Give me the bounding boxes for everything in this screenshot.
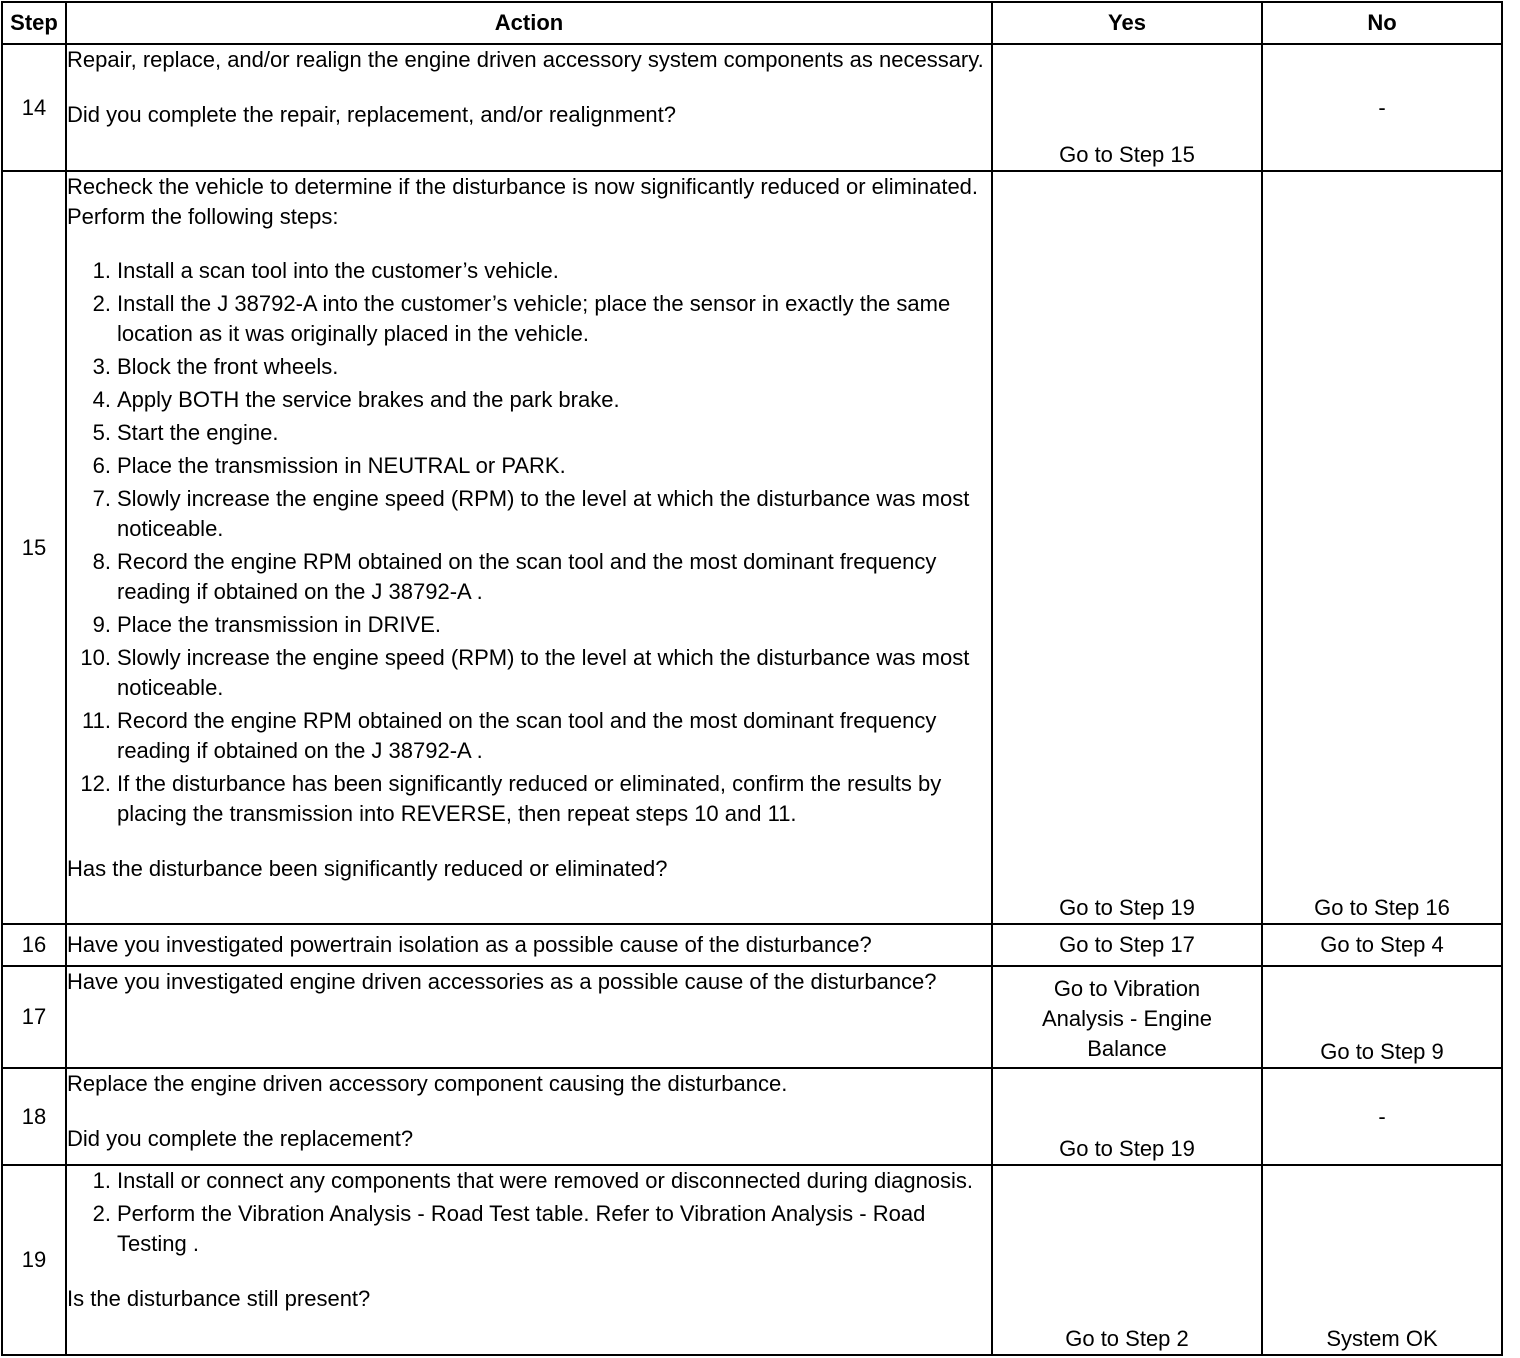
list-item-text: Apply BOTH the service brakes and the park brake. [117, 387, 620, 412]
step-number: 14 [2, 44, 66, 171]
list-item-number: 12. [80, 771, 111, 796]
list-item [67, 1166, 991, 1196]
list-item [67, 289, 991, 349]
list-item-number: 5. [92, 420, 111, 445]
list-item-text: Block the front wheels. [117, 354, 339, 379]
list-item-text: Place the transmission in DRIVE. [117, 612, 442, 637]
list-item [67, 769, 991, 829]
list-item-text: Install a scan tool into the customer’s vehicle. [117, 258, 559, 283]
list-item-text: Record the engine RPM obtained on the scan tool and the most dominant frequency reading if obtained on the J 38792-A . [117, 549, 937, 604]
yes-cell: Go to Step 19 [992, 1068, 1262, 1165]
no-cell: Go to Step 16 [1262, 171, 1502, 924]
action-cell [66, 171, 992, 924]
no-cell: System OK [1262, 1165, 1502, 1355]
list-item [67, 352, 991, 382]
step-number: 15 [2, 171, 66, 924]
list-item-text: Install the J 38792-A into the customer’s vehicle; place the sensor in exactly the same location as it was originally placed in the vehicle. [117, 291, 951, 346]
header-yes: Yes [992, 2, 1262, 44]
list-item-text: Record the engine RPM obtained on the scan tool and the most dominant frequency reading if obtained on the J 38792-A . [117, 708, 937, 763]
list-item [67, 706, 991, 766]
list-item [67, 418, 991, 448]
list-item-number: 7. [92, 486, 111, 511]
action-text: Repair, replace, and/or realign the engine driven accessory system components as necessary. [67, 47, 984, 72]
table-row [2, 924, 1502, 966]
list-item-text: Perform the Vibration Analysis - Road Test table. Refer to Vibration Analysis - Road Testing . [117, 1201, 926, 1256]
list-item-text: Install or connect any components that were removed or disconnected during diagnosis. [117, 1168, 974, 1193]
action-text: Have you investigated powertrain isolation as a possible cause of the disturbance? [66, 924, 992, 966]
procedure-list [67, 1166, 991, 1259]
header-action: Action [66, 2, 992, 44]
action-text: Recheck the vehicle to determine if the disturbance is now significantly reduced or eliminated. Perform the following steps: [67, 174, 979, 229]
yes-cell: Go to Step 17 [992, 924, 1262, 966]
step-number: 16 [2, 924, 66, 966]
list-item [67, 643, 991, 703]
table-row [2, 1068, 1502, 1165]
table-row [2, 44, 1502, 171]
list-item-text: Slowly increase the engine speed (RPM) to the level at which the disturbance was most noticeable. [117, 645, 970, 700]
list-item [67, 1199, 991, 1259]
no-cell: Go to Step 4 [1262, 924, 1502, 966]
list-item [67, 610, 991, 640]
yes-cell: Go to Vibration Analysis - Engine Balance [992, 966, 1262, 1068]
header-no: No [1262, 2, 1502, 44]
list-item [67, 484, 991, 544]
action-question: Has the disturbance been significantly reduced or eliminated? [67, 856, 668, 881]
header-step: Step [2, 2, 66, 44]
list-item-number: 2. [92, 291, 111, 316]
list-item-number: 2. [92, 1201, 111, 1226]
list-item-text: Place the transmission in NEUTRAL or PARK. [117, 453, 566, 478]
step-number: 19 [2, 1165, 66, 1355]
table-row [2, 1165, 1502, 1355]
table-row [2, 171, 1502, 924]
list-item-number: 6. [92, 453, 111, 478]
list-item-number: 8. [92, 549, 111, 574]
action-question: Did you complete the repair, replacement, and/or realignment? [67, 102, 677, 127]
action-text: Have you investigated engine driven accessories as a possible cause of the disturbance? [66, 966, 992, 1068]
action-text: Replace the engine driven accessory component causing the disturbance. [67, 1071, 788, 1096]
list-item [67, 256, 991, 286]
header-row [2, 2, 1502, 44]
list-item-number: 4. [92, 387, 111, 412]
list-item-number: 3. [92, 354, 111, 379]
step-number: 18 [2, 1068, 66, 1165]
list-item-text: Slowly increase the engine speed (RPM) to the level at which the disturbance was most noticeable. [117, 486, 970, 541]
list-item [67, 451, 991, 481]
list-item-text: If the disturbance has been significantly reduced or eliminated, confirm the results by placing the transmission into REVERSE, then repeat steps 10 and 11. [117, 771, 942, 826]
list-item-number: 9. [92, 612, 111, 637]
no-cell: Go to Step 9 [1262, 966, 1502, 1068]
no-cell: - [1262, 44, 1502, 171]
action-question: Did you complete the replacement? [67, 1126, 414, 1151]
action-cell [66, 44, 992, 171]
yes-cell: Go to Step 2 [992, 1165, 1262, 1355]
list-item-number: 1. [92, 1168, 111, 1193]
list-item [67, 547, 991, 607]
list-item-text: Start the engine. [117, 420, 279, 445]
yes-cell: Go to Step 19 [992, 171, 1262, 924]
procedure-list [67, 256, 991, 829]
action-question: Is the disturbance still present? [67, 1286, 371, 1311]
no-cell: - [1262, 1068, 1502, 1165]
list-item-number: 1. [92, 258, 111, 283]
action-cell [66, 1165, 992, 1355]
step-number: 17 [2, 966, 66, 1068]
yes-cell: Go to Step 15 [992, 44, 1262, 171]
list-item-number: 10. [80, 645, 111, 670]
table-row [2, 966, 1502, 1068]
list-item-number: 11. [82, 708, 111, 733]
action-cell [66, 1068, 992, 1165]
list-item [67, 385, 991, 415]
diagnostic-table [1, 1, 1503, 1356]
